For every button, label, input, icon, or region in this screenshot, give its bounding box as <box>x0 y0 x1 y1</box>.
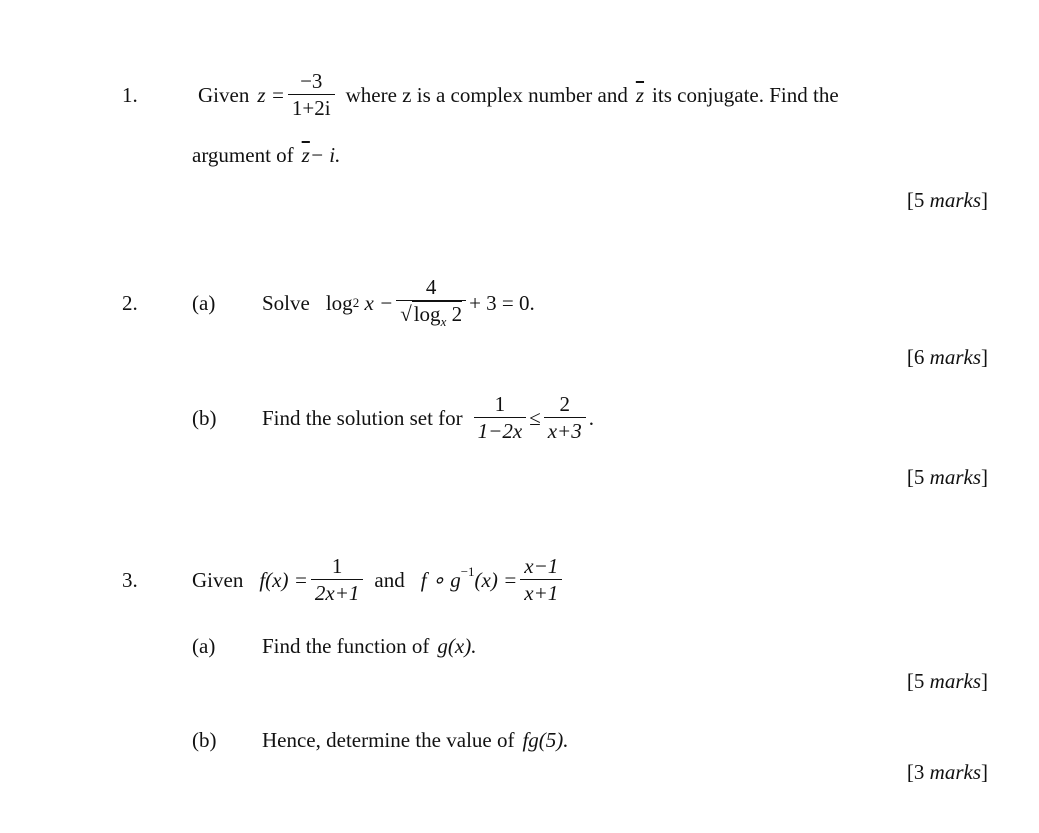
q1-number <box>122 65 138 125</box>
q1-line1 <box>198 65 839 125</box>
denominator: 1+2i <box>288 94 335 120</box>
marks-label: [5 marks] <box>906 187 988 212</box>
q3b-text: Hence, determine the value of <box>262 727 515 752</box>
q1-line2-math: − i. <box>309 142 341 167</box>
composition-arg: (x) = <box>474 567 518 592</box>
denominator: x+3 <box>544 417 586 443</box>
q1-line2 <box>192 125 340 185</box>
leq-operator: ≤ <box>529 405 541 430</box>
q1-fraction <box>288 70 335 120</box>
q3-number <box>122 550 138 610</box>
q3-given: Given <box>192 567 244 592</box>
denominator: 1−2x <box>474 417 527 443</box>
q3b-marks <box>907 742 988 802</box>
q2a-line <box>262 273 535 333</box>
question-number: 1. <box>122 82 138 107</box>
part-label: (a) <box>192 290 216 315</box>
part-label: (a) <box>192 633 216 658</box>
composition-lhs: f ∘ g <box>420 567 461 592</box>
f-fraction <box>311 555 364 605</box>
marks-label: [5 marks] <box>906 668 988 693</box>
q3b-label <box>192 710 217 770</box>
numerator: 1 <box>331 553 343 578</box>
q1-given: Given <box>198 82 250 107</box>
q2a-marks <box>907 327 988 387</box>
q2b-label <box>192 388 217 448</box>
question-number: 3. <box>122 567 138 592</box>
marks-word: marks <box>929 464 981 489</box>
z-conjugate: $\overline{z}$ <box>301 142 310 167</box>
q3b-line <box>262 710 569 770</box>
marks-word: marks <box>929 668 981 693</box>
numerator: −3 <box>300 68 323 93</box>
q3a-marks <box>907 651 988 711</box>
q3a-math: g(x). <box>437 633 477 658</box>
and-text: and <box>374 567 405 592</box>
question-number: 2. <box>122 290 138 315</box>
marks-label: [3 marks] <box>906 759 988 784</box>
marks-label: [5 marks] <box>906 464 988 489</box>
f-lhs: f(x) = <box>259 567 308 592</box>
inverse-superscript: −1 <box>460 564 475 579</box>
log-base: 2 <box>352 295 360 310</box>
q3a-text: Find the function of <box>262 633 430 658</box>
q1-marks <box>907 170 988 230</box>
q2b-tail: . <box>588 405 594 430</box>
numerator: 1 <box>494 391 506 416</box>
marks-word: marks <box>929 187 981 212</box>
q1-text: where z is a complex number and <box>345 82 628 107</box>
denominator: x+1 <box>520 579 562 605</box>
part-label: (b) <box>192 727 217 752</box>
part-label: (b) <box>192 405 217 430</box>
z-conjugate: $\overline{z}$ <box>635 82 645 107</box>
q2b-fraction1 <box>474 393 527 443</box>
marks-word: marks <box>929 344 981 369</box>
log-arg: 2 <box>451 302 463 327</box>
q2a-label <box>192 273 215 333</box>
q1-line2-text: argument of <box>192 142 294 167</box>
log-base: x <box>440 314 447 330</box>
q2a-tail: + 3 = 0. <box>469 290 535 315</box>
log: log <box>413 302 441 327</box>
q2b-text: Find the solution set for <box>262 405 463 430</box>
numerator: 2 <box>559 391 570 416</box>
q3a-line <box>262 616 476 676</box>
log: log <box>325 290 353 315</box>
marks-label: [6 marks] <box>906 344 988 369</box>
q2b-line <box>262 388 594 448</box>
marks-word: marks <box>929 759 981 784</box>
q2b-marks <box>907 447 988 507</box>
composition-fraction <box>520 555 562 605</box>
q2a-text: Solve <box>262 290 310 315</box>
numerator: 4 <box>425 275 437 300</box>
q3a-label <box>192 616 215 676</box>
q2b-fraction2 <box>544 393 586 443</box>
q3-line <box>192 550 565 610</box>
q2a-fraction <box>396 276 466 330</box>
numerator: x−1 <box>524 553 559 578</box>
sqrt <box>412 301 463 330</box>
denominator: $√\log_x$ 2 <box>396 300 466 329</box>
variable: x − <box>364 290 394 315</box>
q3b-math: fg(5). <box>522 727 569 752</box>
q2-number <box>122 273 138 333</box>
q1-lhs: z = <box>257 82 285 107</box>
denominator: 2x+1 <box>311 579 364 605</box>
q1-text2: its conjugate. Find the <box>652 82 839 107</box>
